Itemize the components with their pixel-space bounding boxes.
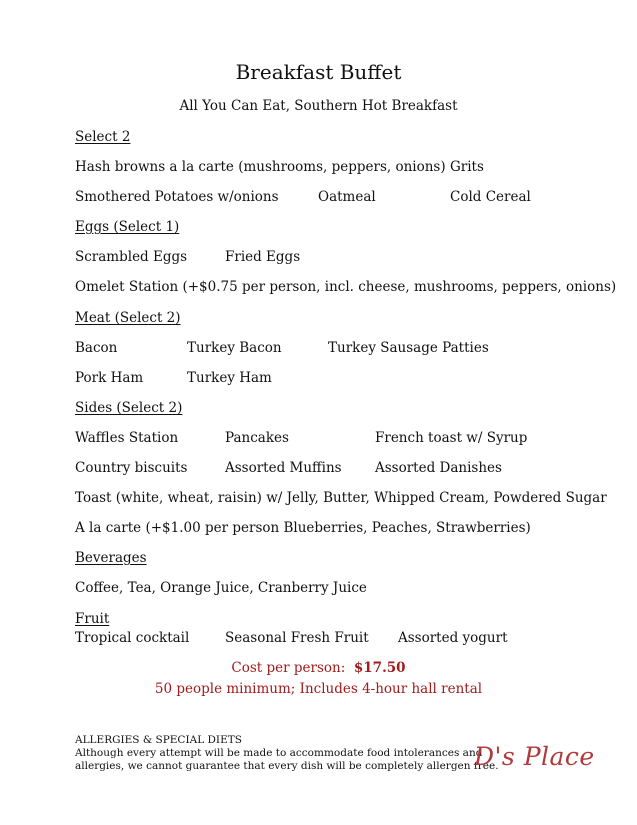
- minimum-note: 50 people minimum; Includes 4-hour hall rental: [154, 681, 483, 697]
- page-subtitle: All You Can Eat, Southern Hot Breakfast: [179, 98, 458, 114]
- menu-item-yogurt: Assorted yogurt: [398, 630, 508, 646]
- menu-item-pork-ham: Pork Ham: [75, 370, 144, 386]
- menu-item-cold-cereal: Cold Cereal: [450, 189, 531, 205]
- menu-item-smothered-potatoes: Smothered Potatoes w/onions: [75, 189, 279, 205]
- section-heading-select2: Select 2: [75, 129, 131, 145]
- menu-item-seasonal-fruit: Seasonal Fresh Fruit: [225, 630, 369, 646]
- section-heading-sides: Sides (Select 2): [75, 400, 183, 416]
- cost-value: $17.50: [353, 660, 406, 676]
- menu-item-danishes: Assorted Danishes: [375, 460, 502, 476]
- ds-place-logo: D's Place: [474, 742, 595, 771]
- menu-item-waffles: Waffles Station: [75, 430, 179, 446]
- menu-item-muffins: Assorted Muffins: [225, 460, 342, 476]
- menu-item-oatmeal: Oatmeal: [318, 189, 376, 205]
- menu-item-turkey-sausage: Turkey Sausage Patties: [328, 340, 489, 356]
- menu-item-toast: Toast (white, wheat, raisin) w/ Jelly, Butter, Whipped Cream, Powdered Sugar: [75, 490, 607, 506]
- page-title: Breakfast Buffet: [235, 60, 402, 84]
- menu-item-grits: Grits: [450, 159, 484, 175]
- menu-item-turkey-ham: Turkey Ham: [187, 370, 272, 386]
- menu-item-scrambled-eggs: Scrambled Eggs: [75, 249, 188, 265]
- section-heading-eggs: Eggs (Select 1): [75, 219, 180, 235]
- menu-item-beverages: Coffee, Tea, Orange Juice, Cranberry Juice: [75, 580, 367, 596]
- allergy-text-line2: allergies, we cannot guarantee that every dish will be completely allergen free.: [75, 760, 499, 772]
- menu-item-fried-eggs: Fried Eggs: [225, 249, 301, 265]
- menu-item-turkey-bacon: Turkey Bacon: [187, 340, 282, 356]
- menu-item-biscuits: Country biscuits: [75, 460, 188, 476]
- menu-item-omelet-station: Omelet Station (+$0.75 per person, incl. cheese, mushrooms, peppers, onions): [75, 279, 617, 295]
- cost-label: Cost per person:: [231, 660, 346, 676]
- section-heading-fruit: Fruit: [75, 611, 110, 627]
- menu-item-tropical-cocktail: Tropical cocktail: [75, 630, 190, 646]
- menu-item-bacon: Bacon: [75, 340, 118, 356]
- cost-per-person: [0, 660, 637, 676]
- section-heading-meat: Meat (Select 2): [75, 310, 181, 326]
- section-heading-beverages: Beverages: [75, 550, 147, 566]
- menu-item-a-la-carte: A la carte (+$1.00 per person Blueberries, Peaches, Strawberries): [75, 520, 531, 536]
- menu-item-hash-browns: Hash browns a la carte (mushrooms, peppers, onions): [75, 159, 446, 175]
- menu-item-pancakes: Pancakes: [225, 430, 289, 446]
- allergy-heading: ALLERGIES & SPECIAL DIETS: [75, 734, 242, 746]
- allergy-text-line1: Although every attempt will be made to accommodate food intolerances and: [75, 747, 483, 759]
- menu-item-french-toast: French toast w/ Syrup: [375, 430, 528, 446]
